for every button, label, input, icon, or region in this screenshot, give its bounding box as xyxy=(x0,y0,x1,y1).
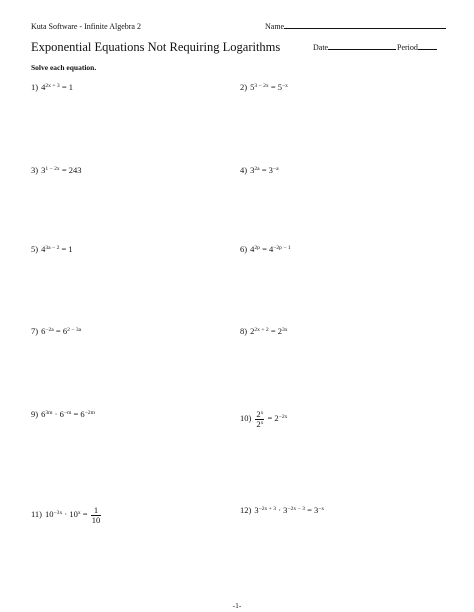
equation-text: 10 xyxy=(91,514,101,525)
fraction xyxy=(91,506,102,525)
problem-number: 6) xyxy=(240,244,248,254)
equation-text: 4 xyxy=(250,244,255,254)
exponent: 2x + 2 xyxy=(254,326,269,333)
equation-text: = 2 xyxy=(268,326,282,336)
exponent: 2a xyxy=(254,165,260,172)
exponent: x xyxy=(260,409,264,416)
equation xyxy=(250,165,278,175)
exponent: −3x xyxy=(53,510,63,517)
equation-text: · 6 xyxy=(52,409,64,419)
exponent: −2p − 1 xyxy=(273,244,291,251)
equation xyxy=(250,82,288,92)
equation-text: = 5 xyxy=(268,82,282,92)
problem-number: 8) xyxy=(240,326,248,336)
date-label: Date xyxy=(313,43,329,52)
numerator xyxy=(255,410,264,419)
equation xyxy=(250,326,287,336)
problem-6 xyxy=(240,245,291,254)
problem-number: 3) xyxy=(31,165,39,175)
exponent: −m xyxy=(63,409,72,416)
equation-text: 3 xyxy=(254,505,259,515)
equation-text: = xyxy=(80,509,90,520)
problem-number: 12) xyxy=(240,505,252,515)
equation xyxy=(254,409,288,429)
equation xyxy=(250,244,291,254)
equation-text: · 3 xyxy=(276,505,288,515)
exponent: 3a − 2 xyxy=(45,244,60,251)
problem-number: 4) xyxy=(240,165,248,175)
exponent: 1 − 2x xyxy=(45,165,60,172)
problem-7 xyxy=(31,327,81,336)
instructions: Solve each equation. xyxy=(31,63,97,72)
problem-number: 2) xyxy=(240,82,248,92)
problem-5 xyxy=(31,245,73,254)
exponent: −x xyxy=(318,505,325,512)
equation-text: = 1 xyxy=(59,82,73,92)
exponent: x xyxy=(260,419,264,426)
name-blank[interactable] xyxy=(284,27,446,29)
problem-number: 5) xyxy=(31,244,39,254)
period-label: Period xyxy=(397,43,418,52)
problem-12 xyxy=(240,506,324,515)
denominator xyxy=(255,420,264,429)
numerator xyxy=(93,506,99,515)
equation-text: 1 xyxy=(93,505,99,515)
equation-text: = 1 xyxy=(59,244,73,254)
problem-9 xyxy=(31,410,95,419)
denominator xyxy=(91,516,102,525)
equation-text: = 243 xyxy=(59,165,82,175)
equation xyxy=(41,326,81,336)
exponent: 2x + 3 xyxy=(45,82,60,89)
worksheet-title: Exponential Equations Not Requiring Logarithms xyxy=(31,40,281,54)
exponent: −2a xyxy=(45,326,54,333)
period-field[interactable] xyxy=(397,43,437,52)
equation-text: 3 xyxy=(250,165,255,175)
problem-number: 11) xyxy=(31,509,43,520)
problem-4 xyxy=(240,166,279,175)
date-blank[interactable] xyxy=(328,48,396,50)
name-field[interactable] xyxy=(265,22,446,31)
equation-text: · 10 xyxy=(62,509,78,520)
equation-text: = 2 xyxy=(265,413,279,424)
software-label: Kuta Software - Infinite Algebra 2 xyxy=(31,22,141,31)
problem-number: 10) xyxy=(240,413,252,424)
exponent: 3 − 2x xyxy=(254,82,269,89)
equation xyxy=(45,505,102,525)
problem-number: 1) xyxy=(31,82,39,92)
equation-text: 6 xyxy=(41,326,46,336)
exponent: −a xyxy=(272,165,279,172)
fraction xyxy=(255,410,264,429)
equation-text: 4 xyxy=(41,82,46,92)
equation-text: 6 xyxy=(41,409,46,419)
name-label: Name xyxy=(265,22,285,31)
equation-text: = 3 xyxy=(259,165,273,175)
problem-number: 9) xyxy=(31,409,39,419)
equation-text: 4 xyxy=(41,244,46,254)
equation xyxy=(41,165,81,175)
date-field[interactable] xyxy=(313,43,396,52)
equation xyxy=(254,505,324,515)
equation-text: = 4 xyxy=(259,244,274,254)
exponent: −2x − 3 xyxy=(287,505,305,512)
equation xyxy=(41,409,95,419)
period-blank[interactable] xyxy=(418,48,437,50)
equation-text: = 6 xyxy=(71,409,85,419)
exponent: 2p xyxy=(254,244,260,251)
equation-text: = 6 xyxy=(53,326,68,336)
exponent: −2m xyxy=(84,409,95,416)
exponent: 2 − 3a xyxy=(67,326,82,333)
equation-text: 2 xyxy=(256,418,261,429)
exponent: 3x xyxy=(281,326,288,333)
equation-text: 3 xyxy=(41,165,46,175)
problem-2 xyxy=(240,83,288,92)
problem-10 xyxy=(240,410,287,429)
page-number: -1- xyxy=(232,601,242,610)
exponent: x xyxy=(77,510,81,517)
exponent: 3m xyxy=(45,409,53,416)
problem-1 xyxy=(31,83,73,92)
exponent: −2x + 3 xyxy=(258,505,277,512)
exponent: −x xyxy=(281,82,288,89)
exponent: −2x xyxy=(278,414,288,421)
equation-text: 2 xyxy=(250,326,255,336)
equation-text: = 3 xyxy=(304,505,319,515)
problem-8 xyxy=(240,327,288,336)
equation xyxy=(41,82,73,92)
problem-number: 7) xyxy=(31,326,39,336)
problem-11 xyxy=(31,506,102,525)
equation-text: 10 xyxy=(45,509,54,520)
equation-text: 2 xyxy=(256,409,261,419)
equation xyxy=(41,244,73,254)
equation-text: 5 xyxy=(250,82,255,92)
problem-3 xyxy=(31,166,81,175)
